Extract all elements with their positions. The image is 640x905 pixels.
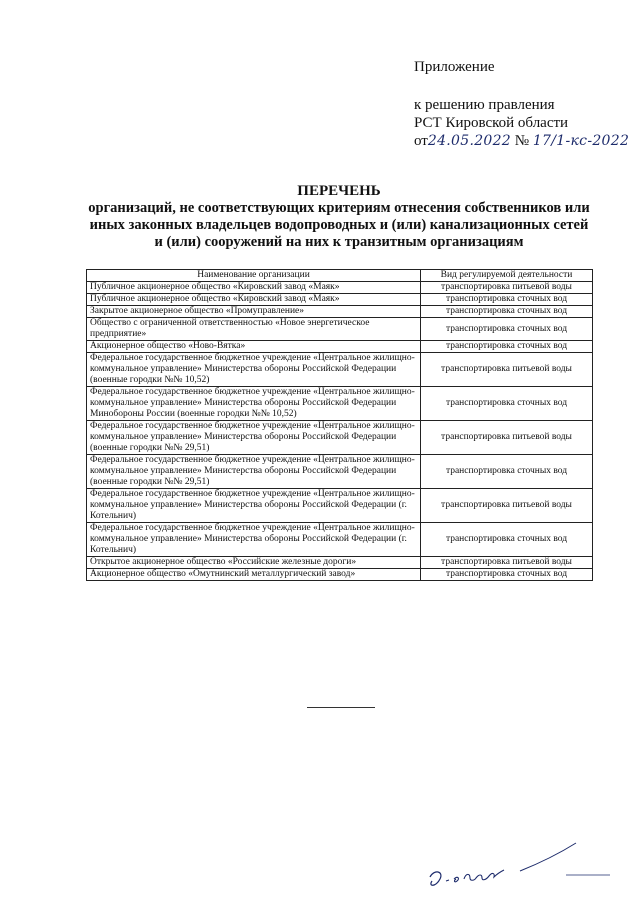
activity-cell: транспортировка сточных вод (421, 523, 593, 557)
date-value: 24.05.2022 (427, 133, 512, 149)
appendix-line-1: к решению правления (414, 97, 555, 113)
activity-cell: транспортировка питьевой воды (421, 489, 593, 523)
activity-cell: транспортировка сточных вод (421, 387, 593, 421)
activity-cell: транспортировка сточных вод (421, 306, 593, 318)
activity-cell: транспортировка сточных вод (421, 569, 593, 581)
table-row (87, 353, 593, 387)
organization-cell: Общество с ограниченной ответственностью «Новое энергетическое предприятие» (87, 318, 421, 341)
table-row (87, 318, 593, 341)
activity-cell: транспортировка сточных вод (421, 294, 593, 306)
table-row (87, 569, 593, 581)
document-title: ПЕРЕЧЕНЬ (297, 183, 381, 199)
appendix-title: Приложение (414, 59, 495, 75)
closing-divider (307, 707, 375, 708)
organization-cell: Публичное акционерное общество «Кировский завод «Маяк» (87, 294, 421, 306)
activity-cell: транспортировка сточных вод (421, 318, 593, 341)
table-header-row (87, 270, 593, 282)
organization-cell: Открытое акционерное общество «Российские железные дороги» (87, 557, 421, 569)
organization-cell: Публичное акционерное общество «Кировский завод «Маяк» (87, 282, 421, 294)
table-row (87, 341, 593, 353)
document-heading (84, 183, 594, 251)
header-organization: Наименование организации (87, 270, 421, 282)
organization-cell: Акционерное общество «Ново-Вятка» (87, 341, 421, 353)
organization-cell: Федеральное государственное бюджетное учреждение «Центральное жилищно-коммунальное управление» Министерства обороны Российской Федерации (военные городки №№ 10,52) (87, 353, 421, 387)
table-row (87, 282, 593, 294)
organization-cell: Федеральное государственное бюджетное учреждение «Центральное жилищно-коммунальное управление» Министерства обороны Российской Федерации (г. Котельнич) (87, 523, 421, 557)
organizations-table (86, 269, 593, 581)
table-row (87, 455, 593, 489)
activity-cell: транспортировка сточных вод (421, 341, 593, 353)
appendix-line-2: РСТ Кировской области (414, 115, 569, 131)
table-row (87, 387, 593, 421)
organization-cell: Закрытое акционерное общество «Промуправление» (87, 306, 421, 318)
handwritten-signature-icon (420, 835, 620, 895)
activity-cell: транспортировка питьевой воды (421, 421, 593, 455)
appendix-block (414, 58, 629, 150)
organization-cell: Акционерное общество «Омутнинский металлургический завод» (87, 569, 421, 581)
number-sign: № (514, 133, 530, 149)
activity-cell: транспортировка сточных вод (421, 455, 593, 489)
header-activity: Вид регулируемой деятельности (421, 270, 593, 282)
number-value: 17/1-кс-2022 (532, 133, 630, 149)
activity-cell: транспортировка питьевой воды (421, 353, 593, 387)
table-row (87, 294, 593, 306)
organization-cell: Федеральное государственное бюджетное учреждение «Центральное жилищно-коммунальное управление» Министерства обороны Российской Федерации (военные городки №№ 29,51) (87, 455, 421, 489)
appendix-date-line (414, 132, 629, 150)
table-row (87, 421, 593, 455)
document-subtitle: организаций, не соответствующих критериям отнесения собственников или иных законных владельцев водопроводных и (или) канализационных сетей и (или) сооружений на них к транзитным организациям (88, 200, 590, 250)
table-row (87, 557, 593, 569)
organization-cell: Федеральное государственное бюджетное учреждение «Центральное жилищно-коммунальное управление» Министерства обороны Российской Федерации Минобороны России (военные городки №№ 10,52) (87, 387, 421, 421)
activity-cell: транспортировка питьевой воды (421, 282, 593, 294)
date-prefix: от (414, 133, 428, 149)
organization-cell: Федеральное государственное бюджетное учреждение «Центральное жилищно-коммунальное управление» Министерства обороны Российской Федерации (военные городки №№ 29,51) (87, 421, 421, 455)
table-row (87, 523, 593, 557)
activity-cell: транспортировка питьевой воды (421, 557, 593, 569)
table-row (87, 489, 593, 523)
organization-cell: Федеральное государственное бюджетное учреждение «Центральное жилищно-коммунальное управление» Министерства обороны Российской Федерации (г. Котельнич) (87, 489, 421, 523)
table-row (87, 306, 593, 318)
